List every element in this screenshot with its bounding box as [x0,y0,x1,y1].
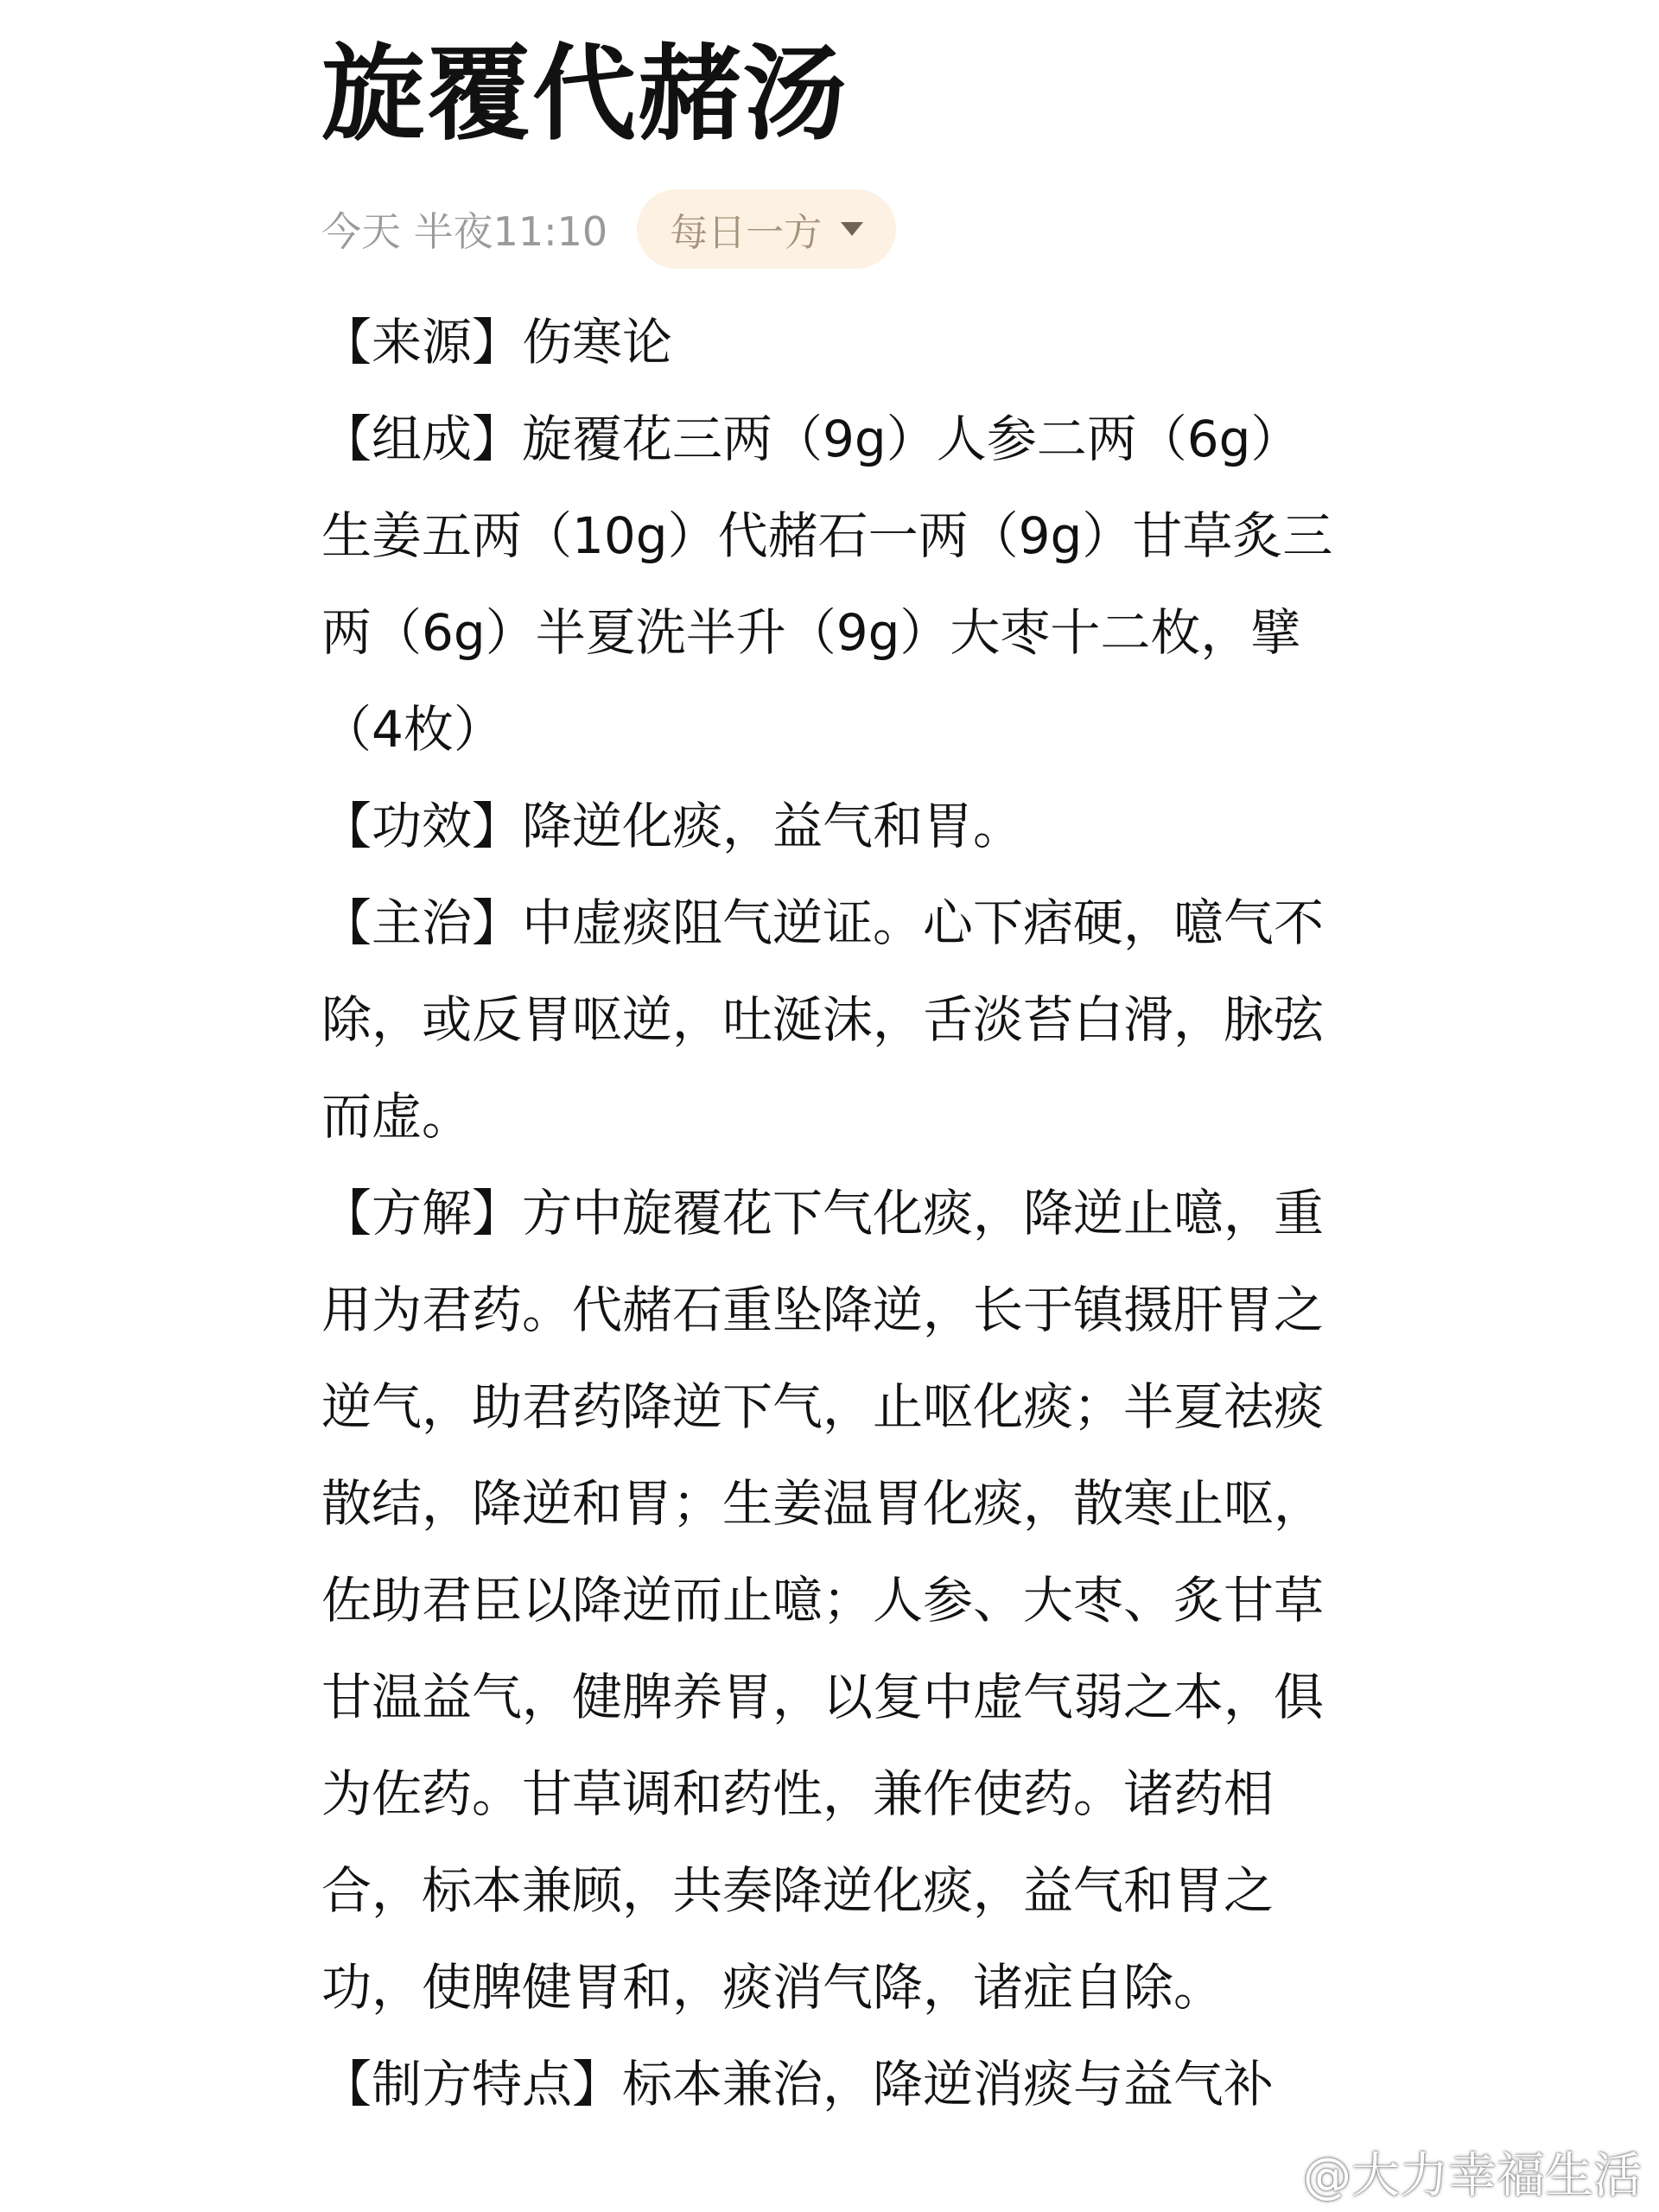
paragraph-indications: 【主治】中虚痰阻气逆证。心下痞硬，噫气不除，或反胃呕逆，吐涎沫，舌淡苔白滑，脉弦而虚。 [321,893,1325,1146]
watermark [1303,2138,1642,2207]
paragraph-features: 【制方特点】标本兼治，降逆消痰与益气补 [321,2055,1274,2113]
watermark-text: @大力幸福生活 [1303,2148,1642,2204]
article-title: 旋覆代赭汤 [321,35,849,155]
article-meta [321,190,1358,268]
article-body [321,294,1358,2133]
article [321,26,1358,2133]
category-tag-dropdown[interactable] [637,189,896,269]
paragraph-source: 【来源】伤寒论 [321,313,673,372]
paragraph-efficacy: 【功效】降逆化痰，益气和胃。 [321,797,1024,855]
paragraph-explanation: 【方解】方中旋覆花下气化痰，降逆止噫，重用为君药。代赭石重坠降逆，长于镇摄肝胃之逆气，助君药降逆下气，止呕化痰；半夏祛痰散结，降逆和胃；生姜温胃化痰，散寒止呕，佐助君臣以降逆而止噫；人参、大枣、炙甘草甘温益气，健脾养胃，以复中虚气弱之本，俱为佐药。甘草调和药性，兼作使药。诸药相合，标本兼顾，共奏降逆化痰，益气和胃之功，使脾健胃和，痰消气降，诸症自除。 [321,1184,1325,2017]
caret-down-icon [841,222,863,236]
category-tag-label: 每日一方 [670,211,823,255]
post-timestamp: 今天 半夜11:10 [321,208,608,255]
paragraph-composition: 【组成】旋覆花三两（9g）人参二两（6g）生姜五两（10g）代赭石一两（9g）甘草炙三两（6g）半夏洗半升（9g）大枣十二枚，擘（4枚） [321,410,1333,759]
